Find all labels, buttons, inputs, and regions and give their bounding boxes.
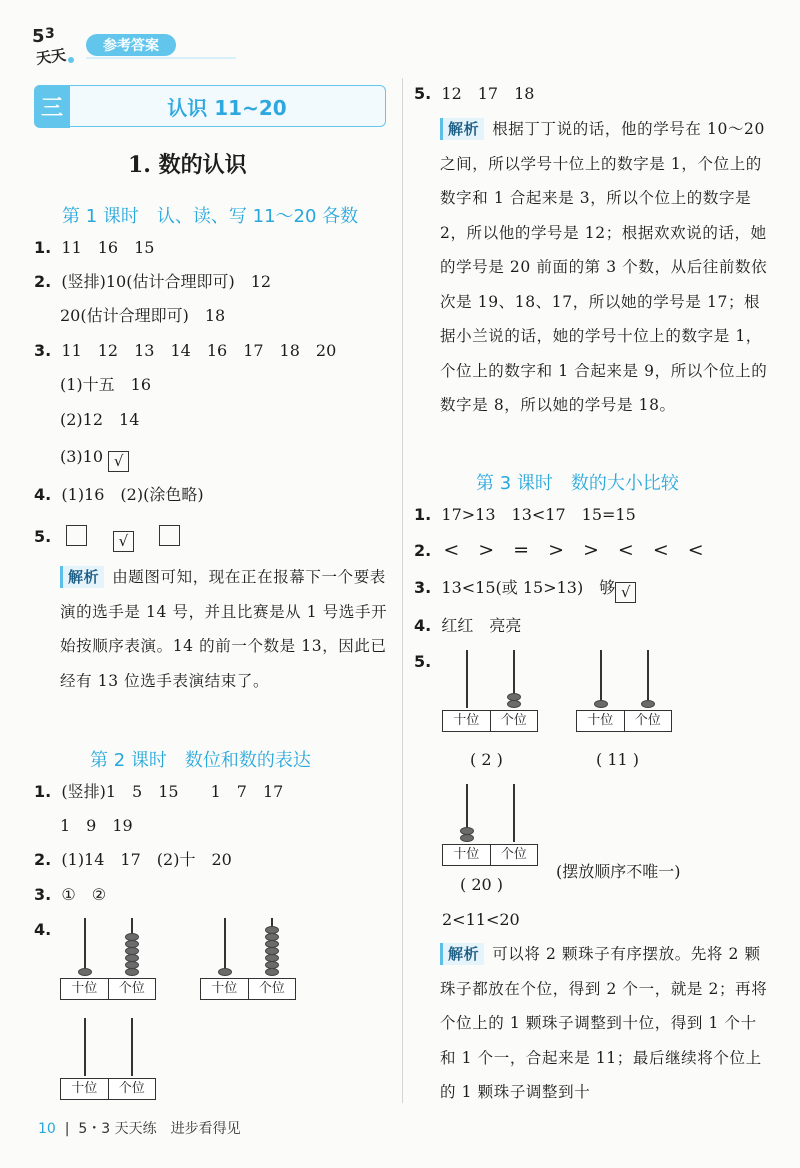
bead <box>218 968 232 976</box>
bead <box>507 700 521 708</box>
tens-label: 十位 <box>61 979 109 999</box>
bead <box>125 933 139 941</box>
bead <box>507 693 521 701</box>
l1-q2-answer-a: (竖排)10(估计合理即可) 12 <box>61 272 272 291</box>
l1-q1-answer: 11 16 15 <box>61 238 155 257</box>
abacus-11 <box>576 652 672 732</box>
r-analysis-1-text: 根据丁丁说的话，他的学号在 10～20 之间，所以学号十位上的数字是 1，个位上的数字和 1 合起来是 3，所以个位上的数字是 2，所以他的学号是 12；根据欢欢说的话，她的学号是 20 前面的第 3 个数，从后往前数依次是 19、18、17，所以她的学号是 17；根据小兰说的话，她的学号十位上的数字是 1，个位上的数字和 1 合起来是 9，所以个位上的数字是 8，所以她的学号是 18。 <box>440 120 768 414</box>
l3-q4 <box>414 616 521 636</box>
ones-label: 个位 <box>500 847 527 862</box>
abacus-16 <box>60 920 156 1000</box>
r-analysis-1 <box>440 112 770 423</box>
bead <box>125 961 139 969</box>
qnum: 2. <box>34 850 52 869</box>
section-title: 1. 数的认识 <box>128 152 247 178</box>
header-underline <box>86 57 236 59</box>
qnum: 5. <box>34 527 52 546</box>
tens-rod <box>466 650 468 708</box>
unit-title: 认识 11~20 <box>167 96 287 120</box>
analysis-badge: 解析 <box>440 943 484 965</box>
l3-analysis-text: 可以将 2 颗珠子有序摆放。先将 2 颗珠子都放在个位，得到 2 个一，就是 2；再将个位上的 1 颗珠子调整到十位，得到 1 个十和 1 个一，合起来是 11；最后继续将个位上的 1 颗珠子调整到十 <box>440 945 768 1101</box>
l1-q3-part2: (2)12 14 <box>60 410 140 429</box>
column-divider <box>402 78 403 1103</box>
bead <box>125 968 139 976</box>
tens-label: 十位 <box>443 711 491 731</box>
r-q5 <box>414 84 534 104</box>
l3-q3 <box>414 578 636 603</box>
l1-q5 <box>34 525 180 552</box>
caption-20: ( 20 ) <box>460 875 504 894</box>
tens-label: 十位 <box>443 845 491 865</box>
l2-q2 <box>34 850 232 870</box>
caption-11: ( 11 ) <box>596 750 640 769</box>
page-footer: 10 | 5・3 天天练 进步看得见 <box>38 1121 241 1137</box>
r-q5-answer: 12 17 18 <box>441 84 535 103</box>
qnum: 1. <box>414 505 432 524</box>
l2-q1-answer-a: (竖排)1 5 15 1 7 17 <box>61 782 284 801</box>
svg-text:5: 5 <box>32 26 45 47</box>
ones-label: 个位 <box>634 713 661 728</box>
lesson-2-title: 第 2 课时 数位和数的表达 <box>90 750 311 771</box>
l1-q1 <box>34 238 154 258</box>
bead <box>265 954 279 962</box>
abacus-empty <box>60 1020 156 1100</box>
page-number: 10 <box>38 1121 56 1137</box>
check-box-checked: √ <box>615 582 636 603</box>
l3-q2 <box>414 540 704 561</box>
l3-q3-answer: 13<15(或 15>13) 够 <box>441 578 616 597</box>
l2-q4 <box>34 920 51 940</box>
bead <box>265 947 279 955</box>
bead <box>265 926 279 934</box>
l3-q4-answer: 红红 亮亮 <box>441 616 522 635</box>
qnum: 2. <box>414 541 432 560</box>
l3-q1 <box>414 505 636 525</box>
bead <box>125 954 139 962</box>
l2-q1 <box>34 782 283 802</box>
l1-q3-part3 <box>60 447 129 472</box>
bead <box>460 834 474 842</box>
abacus-base <box>200 978 296 1000</box>
qnum: 2. <box>34 272 52 291</box>
bead <box>78 968 92 976</box>
analysis-badge: 解析 <box>60 566 104 588</box>
l3-q5 <box>414 652 431 672</box>
ones-label: 个位 <box>258 981 285 996</box>
l3-q1-answer: 17>13 13<17 15=15 <box>441 505 636 524</box>
qnum: 4. <box>34 920 52 939</box>
bead <box>265 940 279 948</box>
abacus-base <box>442 710 538 732</box>
ones-rod <box>513 784 515 842</box>
answer-key-tag: 参考答案 <box>86 34 176 56</box>
l2-q3-answer: ① ② <box>61 885 107 904</box>
check-box-empty <box>159 525 180 546</box>
caption-2: ( 2 ) <box>470 750 503 769</box>
bead <box>125 947 139 955</box>
analysis-badge: 解析 <box>440 118 484 140</box>
qnum: 1. <box>34 782 52 801</box>
ones-label: 个位 <box>118 1081 145 1096</box>
bead <box>265 933 279 941</box>
l1-q3-part1: (1)十五 16 <box>60 375 152 394</box>
l1-q2-answer-b: 20(估计合理即可) 18 <box>60 306 226 325</box>
tens-rod <box>84 1018 86 1076</box>
svg-text:天天: 天天 <box>34 45 68 68</box>
ones-label: 个位 <box>500 713 527 728</box>
tens-label: 十位 <box>201 979 249 999</box>
unit-number: 三 <box>34 85 70 128</box>
l1-q3-answer: 11 12 13 14 16 17 18 20 <box>61 341 337 360</box>
l1-q3 <box>34 341 336 361</box>
bead <box>125 940 139 948</box>
l1-analysis-text: 由题图可知，现在正在报幕下一个要表演的选手是 14 号，并且比赛是从 1 号选手开始按顺序表演。14 的前一个数是 13，因此已经有 13 位选手表演结束了。 <box>60 568 388 690</box>
abacus-base <box>576 710 672 732</box>
check-box-checked: √ <box>113 531 134 552</box>
qnum: 1. <box>34 238 52 257</box>
abacus-base <box>60 978 156 1000</box>
abacus-base <box>442 844 538 866</box>
l1-q2 <box>34 272 271 292</box>
l2-q2-answer: (1)14 17 (2)十 20 <box>61 850 232 869</box>
check-box-empty <box>66 525 87 546</box>
abacus-2 <box>442 652 538 732</box>
abacus-20 <box>442 786 538 866</box>
abacus-17 <box>200 920 296 1000</box>
lesson-3-title: 第 3 课时 数的大小比较 <box>476 473 679 494</box>
ones-label: 个位 <box>118 981 145 996</box>
logo-5-3-icon <box>30 22 80 68</box>
bead <box>641 700 655 708</box>
order-note: (摆放顺序不唯一) <box>556 862 681 881</box>
qnum: 3. <box>34 341 52 360</box>
abacus-base <box>60 1078 156 1100</box>
svg-text:3: 3 <box>45 26 55 42</box>
qnum: 3. <box>414 578 432 597</box>
l2-q3 <box>34 885 106 905</box>
check-box-checked: √ <box>108 451 129 472</box>
bead <box>265 968 279 976</box>
l1-q4 <box>34 485 204 505</box>
qnum: 4. <box>414 616 432 635</box>
qnum: 4. <box>34 485 52 504</box>
tens-label: 十位 <box>577 711 625 731</box>
l1-q4-answer: (1)16 (2)(涂色略) <box>61 485 204 504</box>
bead <box>460 827 474 835</box>
footer-slogan: 5・3 天天练 进步看得见 <box>78 1121 241 1137</box>
qnum: 3. <box>34 885 52 904</box>
l1-analysis <box>60 560 392 698</box>
lesson-1-title: 第 1 课时 认、读、写 11～20 各数 <box>62 206 359 227</box>
l3-analysis <box>440 937 770 1110</box>
l1-q3-part3-text: (3)10 <box>60 447 104 466</box>
bead <box>265 961 279 969</box>
qnum: 5. <box>414 652 432 671</box>
l2-q1-answer-b: 1 9 19 <box>60 816 133 835</box>
l3-q2-answer: < > = > > < < < <box>443 539 704 561</box>
qnum: 5. <box>414 84 432 103</box>
tens-label: 十位 <box>61 1079 109 1099</box>
bead <box>594 700 608 708</box>
order-result: 2<11<20 <box>442 910 520 929</box>
ones-rod <box>131 1018 133 1076</box>
